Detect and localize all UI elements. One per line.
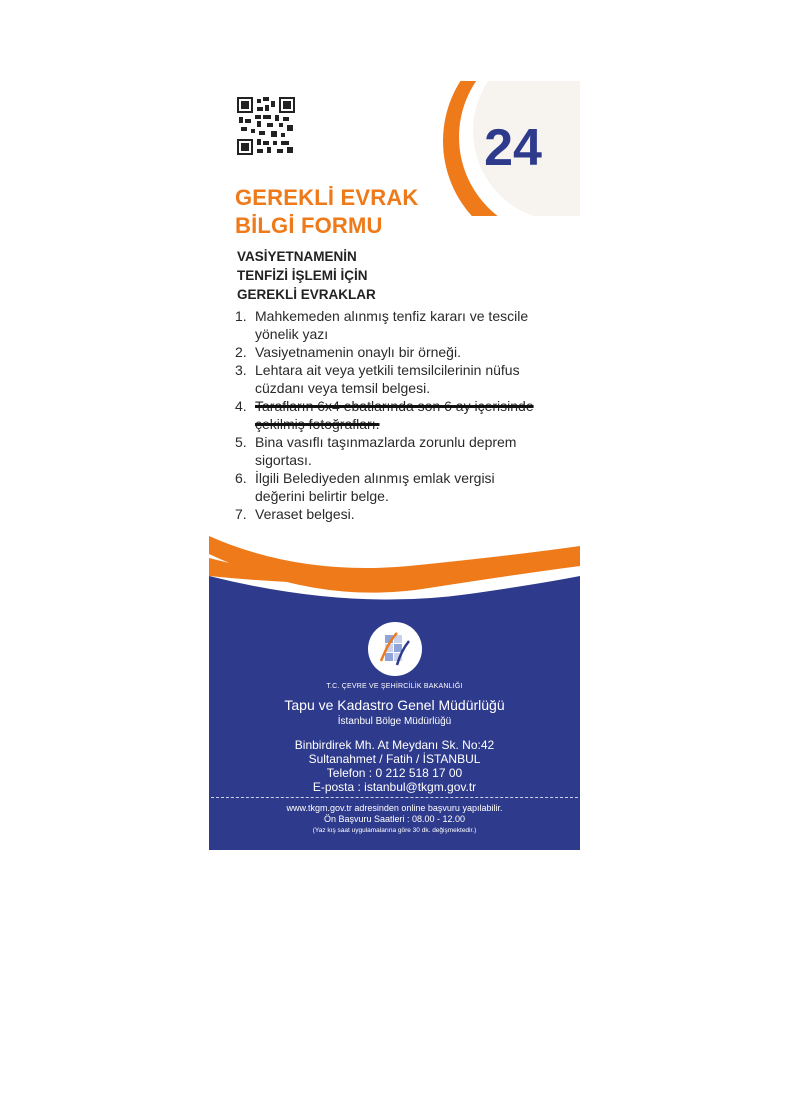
address-line-2: Sultanahmet / Fatih / İSTANBUL <box>308 752 481 766</box>
title-line-1: GEREKLİ EVRAK <box>235 185 419 210</box>
list-item <box>235 361 545 397</box>
item-text: İlgili Belediyeden alınmış emlak vergisi değerini belirtir belge. <box>255 470 495 504</box>
item-number: 1. <box>235 308 247 324</box>
badge-circle <box>437 81 580 216</box>
address-line-1: Binbirdirek Mh. At Meydanı Sk. No:42 <box>294 738 495 752</box>
email-address: E-posta : istanbul@tkgm.gov.tr <box>312 780 477 794</box>
brochure <box>209 81 580 850</box>
divider <box>211 797 578 798</box>
item-number: 6. <box>235 470 247 486</box>
list-item <box>235 505 545 523</box>
item-text: Vasiyetnamenin onaylı bir örneği. <box>255 344 461 360</box>
number-badge <box>437 81 580 216</box>
subtitle-line-2: TENFİZİ İŞLEMİ İÇİN <box>237 268 368 283</box>
item-text: Lehtara ait veya yetkili temsilcilerinin nüfus cüzdanı veya temsil belgesi. <box>255 362 520 396</box>
title-line-2: BİLGİ FORMU <box>235 213 383 238</box>
hours-note: (Yaz kış saat uygulamalarına göre 30 dk. değişmektedir.) <box>312 827 477 834</box>
item-number: 5. <box>235 434 247 450</box>
ministry-name: T.C. ÇEVRE VE ŞEHİRCİLİK BAKANLIĞI <box>326 683 463 690</box>
item-number: 3. <box>235 362 247 378</box>
item-text: Mahkemeden alınmış tenfiz kararı ve tescile yönelik yazı <box>255 308 529 342</box>
hours: Ön Başvuru Saatleri : 08.00 - 12.00 <box>323 814 466 824</box>
list-item <box>235 307 545 343</box>
item-text-struck: Tarafların 6x4 ebatlarında son 6 ay içerisinde çekilmiş fotoğrafları. <box>255 398 534 432</box>
item-text: Veraset belgesi. <box>255 506 355 522</box>
region-name: İstanbul Bölge Müdürlüğü <box>337 716 452 727</box>
organization-name: Tapu ve Kadastro Genel Müdürlüğü <box>284 697 505 713</box>
badge-number: 24 <box>484 119 542 177</box>
subtitle-line-3: GEREKLİ EVRAKLAR <box>237 287 376 302</box>
subtitle-line-1: VASİYETNAMENİN <box>237 249 357 264</box>
contact-block <box>209 738 580 794</box>
list-item <box>235 469 545 505</box>
item-number: 2. <box>235 344 247 360</box>
online-note: www.tkgm.gov.tr adresinden online başvuru yapılabilir. <box>286 803 503 813</box>
item-text: Bina vasıflı taşınmazlarda zorunlu deprem sigortası. <box>255 434 517 468</box>
item-number: 7. <box>235 506 247 522</box>
tkgm-logo-icon <box>367 621 423 677</box>
phone-number: Telefon : 0 212 518 17 00 <box>326 766 463 780</box>
requirements-list <box>235 307 545 523</box>
item-number: 4. <box>235 398 247 414</box>
list-item <box>235 343 545 361</box>
list-item <box>235 397 545 433</box>
qr-code-icon <box>237 97 295 155</box>
online-info <box>209 803 580 836</box>
section-heading <box>237 247 376 304</box>
list-item <box>235 433 545 469</box>
page-title <box>235 184 419 240</box>
